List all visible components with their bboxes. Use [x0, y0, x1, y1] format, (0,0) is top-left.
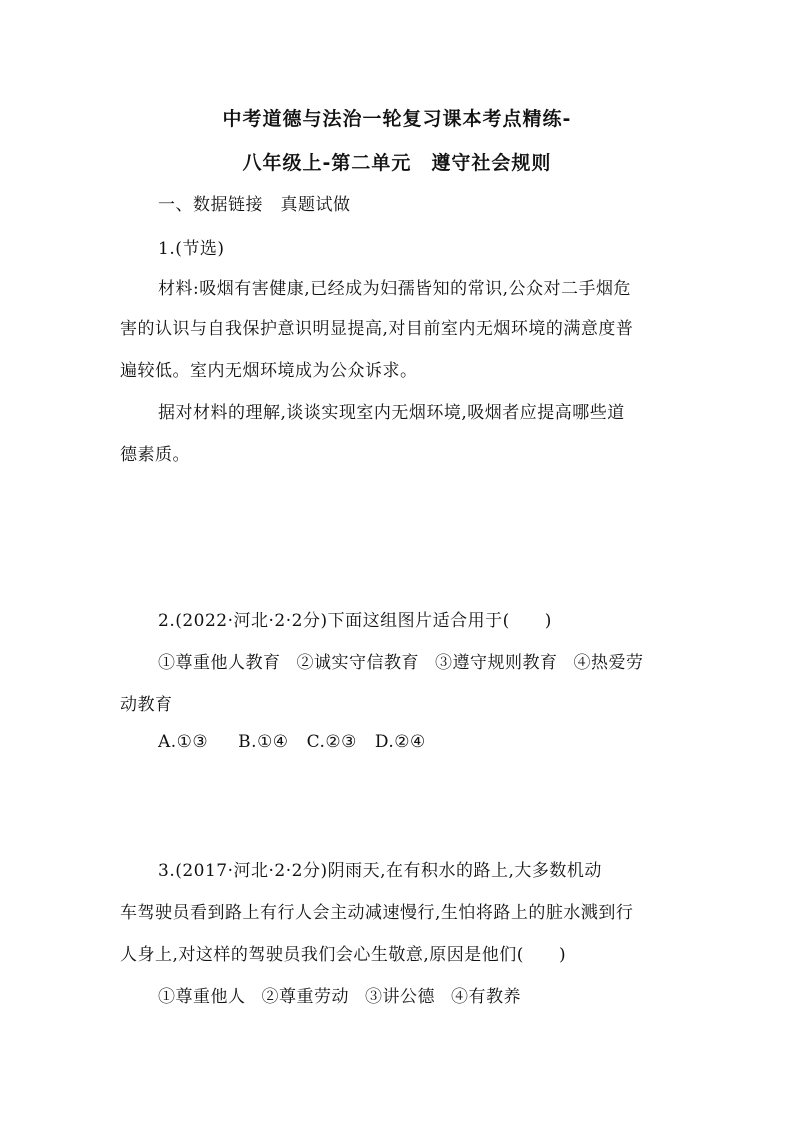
q3-option: ③讲公德	[365, 987, 435, 1007]
q2-options	[158, 648, 680, 673]
q3-option: ④有教养	[451, 987, 521, 1007]
q3-option: ②尊重劳动	[261, 987, 349, 1007]
q2-option: ①尊重他人教育	[158, 653, 281, 673]
q2-stem: 2.(2022·河北·2·2分)下面这组图片适合用于( )	[158, 611, 552, 631]
q2-option: ④热爱劳	[573, 653, 644, 673]
q2-choice-a: A.①③	[158, 732, 209, 752]
q2-option: ②诚实守信教育	[296, 653, 419, 673]
q1-material-line: 材料:吸烟有害健康,已经成为妇孺皆知的常识,公众对二手烟危	[158, 279, 632, 299]
q3-stem-line: 车驾驶员看到路上有行人会主动减速慢行,生怕将路上的脏水溅到行	[120, 903, 634, 923]
q1-question-line: 据对材料的理解,谈谈实现室内无烟环境,吸烟者应提高哪些道	[158, 403, 625, 423]
document-title-line-1: 中考道德与法治一轮复习课本考点精练-	[222, 108, 572, 130]
document-title-line-2: 八年级上-第二单元 遵守社会规则	[242, 152, 552, 174]
q2-choice-d: D.②④	[374, 732, 426, 752]
q2-choice-c: C.②③	[306, 732, 357, 752]
q3-option: ①尊重他人	[158, 987, 246, 1007]
section-heading: 一、数据链接 真题试做	[158, 195, 351, 215]
q2-choice-b: B.①④	[238, 732, 289, 752]
q3-stem-line: 人身上,对这样的驾驶员我们会心生敬意,原因是他们( )	[120, 945, 567, 965]
q3-options	[158, 982, 680, 1007]
q1-material-line: 害的认识与自我保护意识明显提高,对目前室内无烟环境的满意度普	[120, 319, 634, 339]
q2-choices	[158, 732, 680, 752]
q1-material-line: 遍较低。室内无烟环境成为公众诉求。	[120, 361, 418, 381]
q1-question-line: 德素质。	[120, 445, 190, 465]
q2-option: ③遵守规则教育	[435, 653, 558, 673]
q1-label: 1.(节选)	[158, 239, 225, 259]
q2-options-continued: 动教育	[120, 695, 173, 715]
q3-stem-line: 3.(2017·河北·2·2分)阴雨天,在有积水的路上,大多数机动	[158, 861, 602, 881]
